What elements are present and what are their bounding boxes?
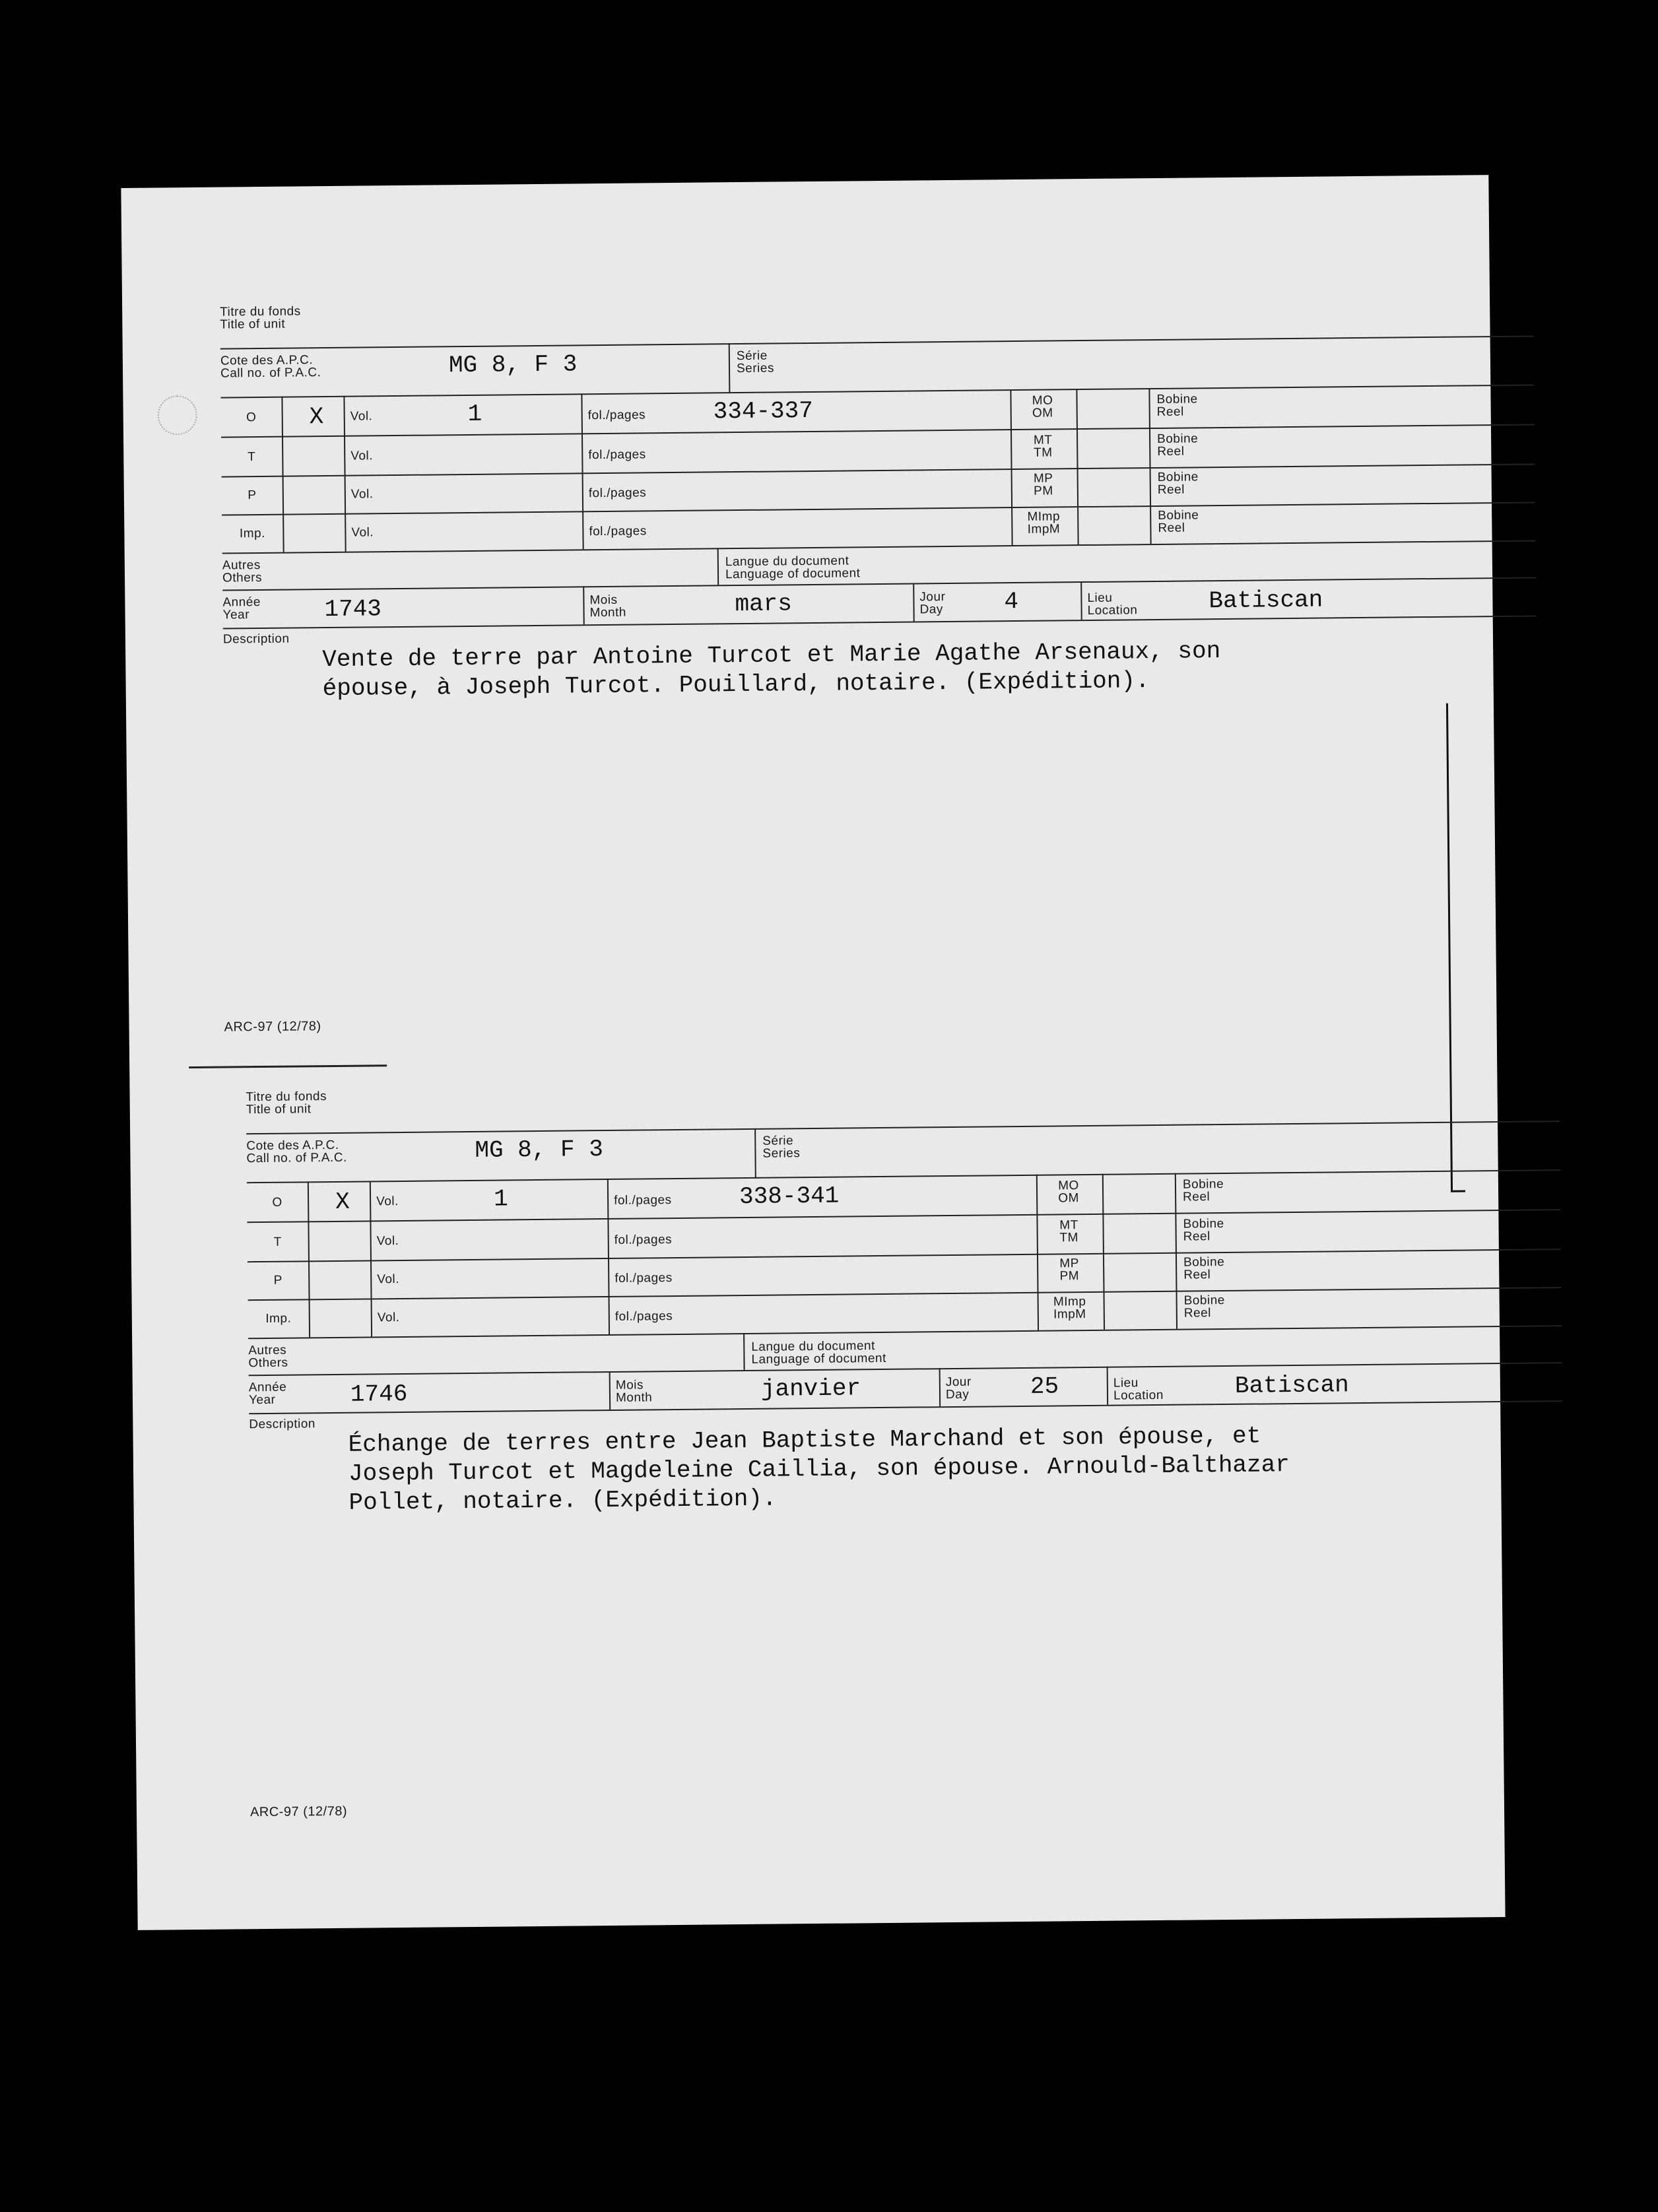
- rule-v: [913, 583, 915, 621]
- reel-label: Bobine: [1183, 1293, 1225, 1308]
- rule-v: [581, 393, 583, 549]
- rule-v: [1080, 581, 1082, 620]
- reel-label-en: Reel: [1158, 521, 1185, 535]
- rule: [223, 615, 1537, 629]
- language-label: Langue du document: [751, 1339, 875, 1354]
- reel-label-en: Reel: [1157, 482, 1185, 497]
- pages-value: 334-337: [713, 397, 814, 426]
- day-label: Jour: [945, 1375, 972, 1390]
- year-value: 1746: [350, 1380, 408, 1408]
- description-label: Description: [249, 1417, 316, 1432]
- rule-v: [939, 1368, 941, 1406]
- row-code-label: O: [246, 410, 257, 425]
- reel-label: Bobine: [1183, 1217, 1224, 1231]
- format-label: MO: [1032, 393, 1053, 408]
- title-of-unit-label: Titre du fonds: [246, 1090, 327, 1105]
- format-label: MT: [1059, 1218, 1078, 1233]
- others-label-en: Others: [248, 1355, 288, 1371]
- rule: [249, 1362, 1562, 1376]
- volume-label: Vol.: [350, 487, 374, 502]
- year-label-en: Year: [248, 1392, 276, 1408]
- language-label: Langue du document: [725, 554, 849, 569]
- series-label-en: Series: [762, 1146, 801, 1161]
- rule: [246, 1121, 1560, 1134]
- month-label-en: Month: [589, 605, 626, 620]
- form-code: ARC-97 (12/78): [249, 1804, 348, 1820]
- row-code-label: P: [248, 488, 257, 503]
- pages-label: fol./pages: [587, 408, 646, 423]
- rule: [222, 463, 1535, 477]
- index-card-1: [220, 293, 1541, 1064]
- rule-v: [754, 1128, 756, 1179]
- pages-value: 338-341: [739, 1182, 840, 1211]
- row-code-label: P: [273, 1273, 282, 1287]
- pages-label: fol./pages: [614, 1271, 673, 1285]
- pages-label: fol./pages: [614, 1193, 672, 1208]
- rule: [248, 1325, 1562, 1339]
- pages-label: fol./pages: [614, 1233, 673, 1247]
- format-label-en: ImpM: [1053, 1307, 1086, 1322]
- title-of-unit-label-en: Title of unit: [220, 317, 286, 332]
- call-number-label: Cote des A.P.C.: [246, 1138, 339, 1154]
- format-label: MP: [1059, 1256, 1079, 1271]
- volume-label: Vol.: [377, 1272, 400, 1287]
- rule: [247, 1169, 1560, 1183]
- location-value: Batiscan: [1234, 1371, 1349, 1400]
- rule-v: [1102, 1174, 1105, 1330]
- call-number-label-en: Call no. of P.A.C.: [246, 1150, 347, 1166]
- month-value: mars: [735, 590, 793, 618]
- row-code-label: Imp.: [265, 1311, 292, 1326]
- series-label: Série: [762, 1134, 794, 1148]
- others-label: Autres: [222, 558, 261, 573]
- month-label: Mois: [615, 1378, 644, 1392]
- rule-v: [717, 548, 719, 585]
- language-label-en: Language of document: [751, 1351, 886, 1367]
- volume-value: 1: [467, 400, 482, 428]
- pages-label: fol./pages: [588, 447, 646, 463]
- format-label: MImp: [1053, 1295, 1086, 1309]
- format-label-en: OM: [1058, 1191, 1080, 1206]
- description-label: Description: [222, 632, 290, 647]
- original-mark: X: [335, 1188, 350, 1216]
- others-label-en: Others: [222, 570, 263, 585]
- others-label: Autres: [248, 1343, 287, 1358]
- rule: [248, 1249, 1561, 1262]
- form-code: ARC-97 (12/78): [224, 1019, 321, 1035]
- original-mark: X: [309, 403, 324, 431]
- rule: [221, 424, 1535, 438]
- rule-v: [583, 586, 585, 624]
- rule: [247, 1209, 1560, 1223]
- volume-label: Vol.: [376, 1234, 399, 1249]
- volume-label: Vol.: [377, 1311, 400, 1325]
- volume-label: Vol.: [376, 1194, 399, 1209]
- reel-label-en: Reel: [1183, 1306, 1211, 1320]
- series-label-en: Series: [736, 361, 775, 376]
- month-label: Mois: [589, 593, 618, 608]
- format-label: MP: [1033, 471, 1053, 486]
- volume-value: 1: [493, 1185, 508, 1213]
- location-label: Lieu: [1087, 591, 1113, 605]
- format-label-en: PM: [1033, 484, 1053, 498]
- format-label: MT: [1033, 433, 1053, 447]
- format-label-en: OM: [1032, 406, 1053, 420]
- location-value: Batiscan: [1209, 586, 1323, 615]
- reel-label-en: Reel: [1183, 1229, 1210, 1244]
- rule: [222, 577, 1536, 591]
- month-label-en: Month: [615, 1390, 653, 1405]
- format-label-en: TM: [1033, 445, 1053, 460]
- format-label: MImp: [1027, 509, 1061, 524]
- document-sheet: [121, 175, 1505, 1930]
- day-value: 4: [1004, 587, 1019, 616]
- reel-label: Bobine: [1157, 432, 1199, 446]
- reel-label: Bobine: [1156, 392, 1198, 407]
- pages-label: fol./pages: [588, 486, 647, 501]
- pages-label: fol./pages: [589, 524, 647, 539]
- reel-label: Bobine: [1158, 508, 1199, 523]
- rule: [222, 502, 1535, 515]
- reel-label-en: Reel: [1157, 444, 1185, 459]
- reel-label-en: Reel: [1183, 1190, 1210, 1204]
- rule: [248, 1287, 1562, 1301]
- volume-label: Vol.: [350, 449, 374, 463]
- title-of-unit-label-en: Title of unit: [246, 1102, 312, 1117]
- volume-label: Vol.: [351, 525, 374, 540]
- description-text: Échange de terres entre Jean Baptiste Marchand et son épouse, et Joseph Turcot et Magdeleine Caillia, son épouse. Arnould-Balthazar Pollet, notaire. (Expédition).: [348, 1422, 1290, 1516]
- separator-line: [189, 1064, 387, 1068]
- day-label: Jour: [919, 590, 946, 604]
- day-label-en: Day: [919, 602, 943, 617]
- rule-v: [343, 396, 346, 552]
- format-label-en: TM: [1059, 1231, 1079, 1245]
- rule-v: [1175, 1173, 1177, 1329]
- day-value: 25: [1030, 1373, 1059, 1400]
- reel-label-en: Reel: [1183, 1268, 1211, 1282]
- rule: [220, 384, 1534, 398]
- rule-v: [729, 343, 731, 393]
- description-text: Vente de terre par Antoine Turcot et Marie Agathe Arsenaux, son épouse, à Joseph Turcot. Pouillard, notaire. (Expédition).: [322, 637, 1221, 703]
- call-number-label-en: Call no. of P.A.C.: [220, 366, 321, 381]
- index-card-2: [246, 1078, 1567, 1850]
- rule-v: [1148, 388, 1151, 544]
- location-label-en: Location: [1113, 1388, 1164, 1403]
- rule-v: [743, 1333, 745, 1370]
- volume-label: Vol.: [350, 409, 373, 424]
- row-code-label: T: [248, 450, 256, 465]
- location-label-en: Location: [1087, 603, 1138, 618]
- location-label: Lieu: [1113, 1376, 1139, 1390]
- rule: [249, 1400, 1562, 1414]
- rule-v: [1107, 1367, 1109, 1405]
- format-label: MO: [1058, 1179, 1079, 1193]
- row-code-label: O: [272, 1195, 282, 1210]
- punch-hole: [157, 395, 197, 436]
- row-code-label: Imp.: [239, 526, 265, 541]
- rule-v: [607, 1179, 610, 1334]
- rule: [220, 335, 1534, 349]
- year-value: 1743: [324, 595, 382, 624]
- rule-v: [609, 1371, 611, 1410]
- series-label: Série: [736, 348, 768, 364]
- year-label-en: Year: [222, 608, 250, 622]
- reel-label: Bobine: [1183, 1255, 1225, 1270]
- reel-label: Bobine: [1157, 470, 1199, 484]
- reel-label: Bobine: [1182, 1177, 1224, 1192]
- day-label-en: Day: [945, 1387, 970, 1402]
- call-number-label: Cote des A.P.C.: [220, 353, 314, 368]
- rule: [222, 540, 1536, 554]
- year-label: Année: [248, 1380, 287, 1395]
- call-number-value: MG 8, F 3: [448, 350, 578, 379]
- format-label-en: PM: [1059, 1269, 1080, 1284]
- row-code-label: T: [273, 1235, 282, 1249]
- language-label-en: Language of document: [725, 566, 861, 582]
- format-label-en: ImpM: [1027, 522, 1061, 537]
- month-value: janvier: [760, 1375, 861, 1403]
- year-label: Année: [222, 595, 261, 610]
- reel-label-en: Reel: [1156, 405, 1184, 419]
- rule-v: [1076, 389, 1078, 544]
- call-number-value: MG 8, F 3: [475, 1136, 604, 1164]
- pages-label: fol./pages: [614, 1309, 673, 1324]
- title-of-unit-label: Titre du fonds: [220, 304, 301, 319]
- rule-v: [370, 1181, 372, 1336]
